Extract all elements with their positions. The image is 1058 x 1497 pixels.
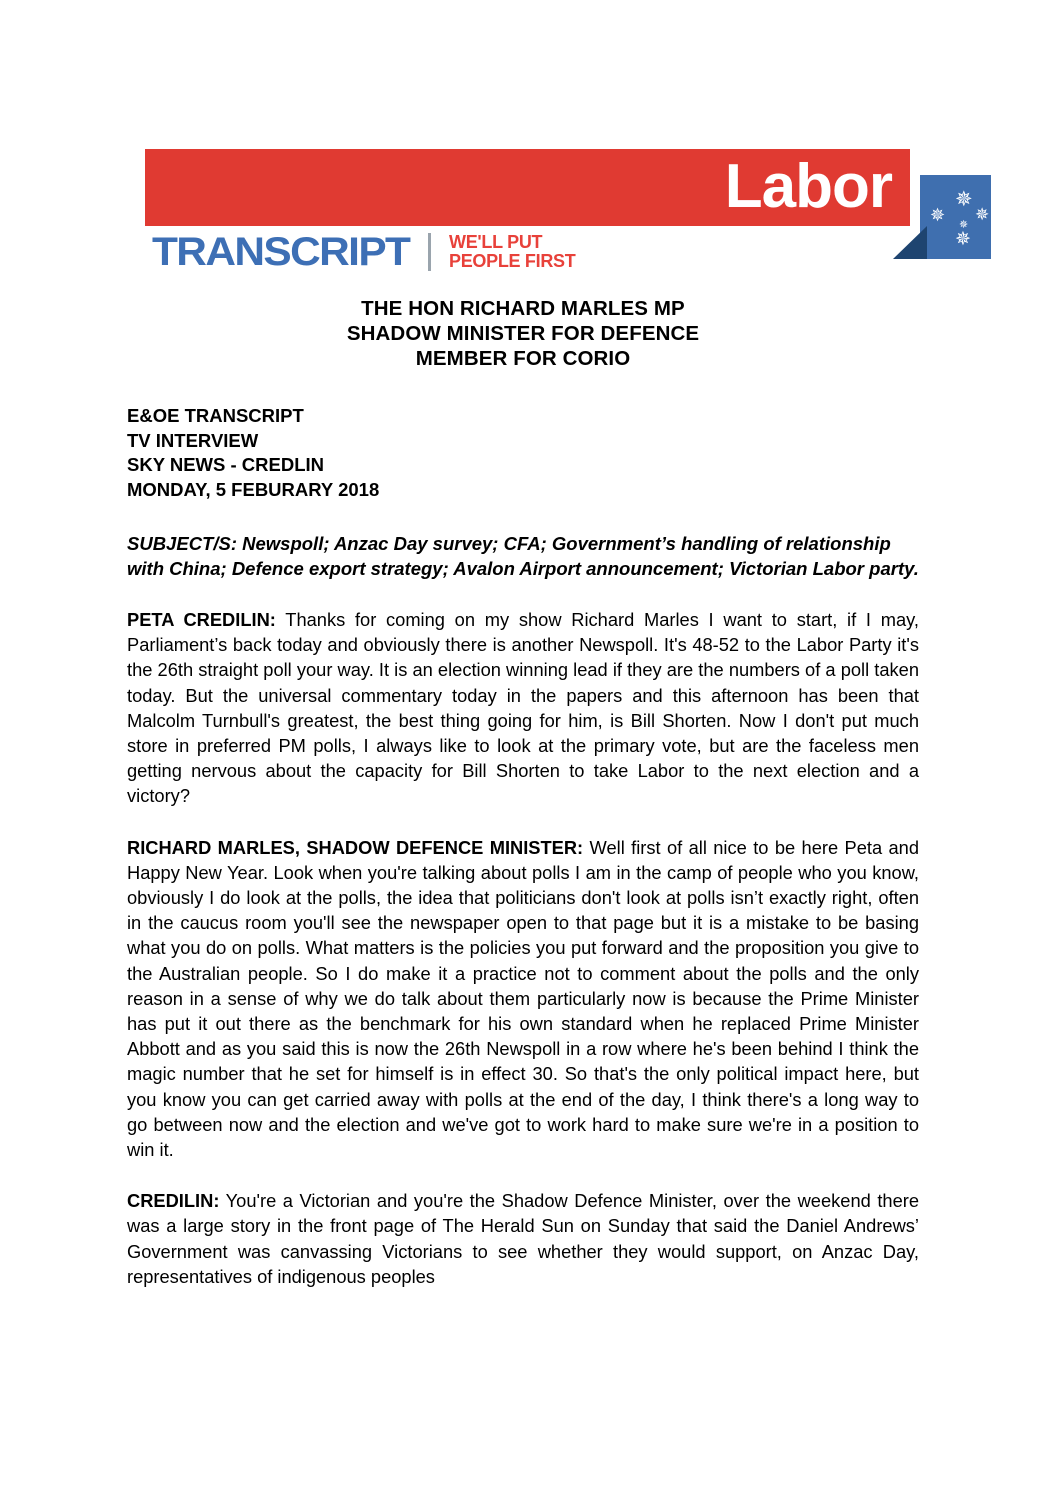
labor-red-banner [145, 149, 910, 226]
star-icon-4: ✵ [959, 218, 969, 231]
speaker-text: You're a Victorian and you're the Shadow Defence Minister, over the weekend there was a large story in the front page of The Herald Sun on Sunday that said the Daniel Andrews’ Government was canvassing Victorians to see whether they would support, on Anzac Day, representatives of indigenous peoples [127, 1190, 919, 1287]
page-title-line-3: MEMBER FOR CORIO [415, 347, 631, 370]
speaker-label: CREDILIN: [127, 1190, 220, 1212]
speaker-label: RICHARD MARLES, SHADOW DEFENCE MINISTER: [127, 836, 584, 858]
page-title [127, 296, 919, 371]
subject-line: SUBJECT/S: Newspoll; Anzac Day survey; CFA; Government’s handling of relationship with China; Defence export strategy; Avalon Airport announcement; Victorian Labor party. [127, 533, 919, 579]
meta-transcript-type: E&OE TRANSCRIPT [127, 405, 304, 426]
slogan-block [449, 233, 575, 271]
star-icon-1: ✵ [955, 187, 973, 211]
letterhead [0, 0, 1058, 290]
labor-wordmark: Labor [724, 151, 892, 221]
transcript-paragraph [127, 1188, 919, 1289]
star-icon-5: ✵ [955, 228, 971, 250]
mark-divider [428, 233, 431, 271]
transcript-paragraph [127, 835, 919, 1163]
meta-format: TV INTERVIEW [127, 429, 259, 451]
transcript-mark [152, 231, 912, 281]
page-title-line-2: SHADOW MINISTER FOR DEFENCE [346, 322, 700, 345]
slogan-line-1: WE'LL PUT [449, 232, 543, 252]
meta-outlet: SKY NEWS - CREDLIN [127, 454, 325, 475]
document-body [127, 296, 919, 1289]
speaker-label: PETA CREDILIN: [127, 609, 276, 630]
transcript-paragraph [127, 607, 919, 809]
speaker-text: Thanks for coming on my show Richard Marles I want to start, if I may, Parliament’s back today and obviously there is another Newspoll. It's 48-52 to the Labor Party it's the 26th straight poll your way. It is an election winning lead if they are the numbers of a poll taken today. But the universal commentary today in the papers and this afternoon has been that Malcolm Turnbull's greatest, the best thing going for him, is Bill Shorten. Now I don't put much store in preferred PM polls, I always like to look at the primary vote, but are the faceless men getting nervous about the capacity for Bill Shorten to take Labor to the next election and a victory? [127, 609, 919, 807]
speaker-text: Well first of all nice to be here Peta and Happy New Year. Look when you're talking about polls I am in the camp of people who you know, obviously I do look at the polls, the idea that politicians don't look at polls isn’t exactly right, often in the caucus room you'll see the newspaper open to that page but it is a mistake to be basing what you do on polls. What matters is the policies you put forward and the proposition you give to the Australian people. So I do make it a practice not to comment about the polls and the only reason in a sense of why we do talk about them particularly now is because the Prime Minister has put it out there as the benchmark for his own standard when he replaced Prime Minister Abbott and as you said this is now the 26th Newspoll in a row where he's been behind I think the magic number that he set for himself is in effect 30. So that's the only political impact here, but you know you can get carried away with polls at the end of the day, I think there's a long way to go between now and the election and we've got to work hard to make sure we're in a position to win it. [127, 836, 919, 1161]
slogan-line-2: PEOPLE FIRST [449, 251, 576, 271]
page-title-line-1: THE HON RICHARD MARLES MP [361, 297, 685, 320]
transcript-wordmark: TRANSCRIPT [152, 230, 410, 274]
meta-date: MONDAY, 5 FEBURARY 2018 [127, 478, 380, 500]
star-icon-2: ✵ [930, 205, 946, 226]
transcript-meta [127, 404, 919, 502]
star-icon-3: ✵ [975, 205, 990, 225]
